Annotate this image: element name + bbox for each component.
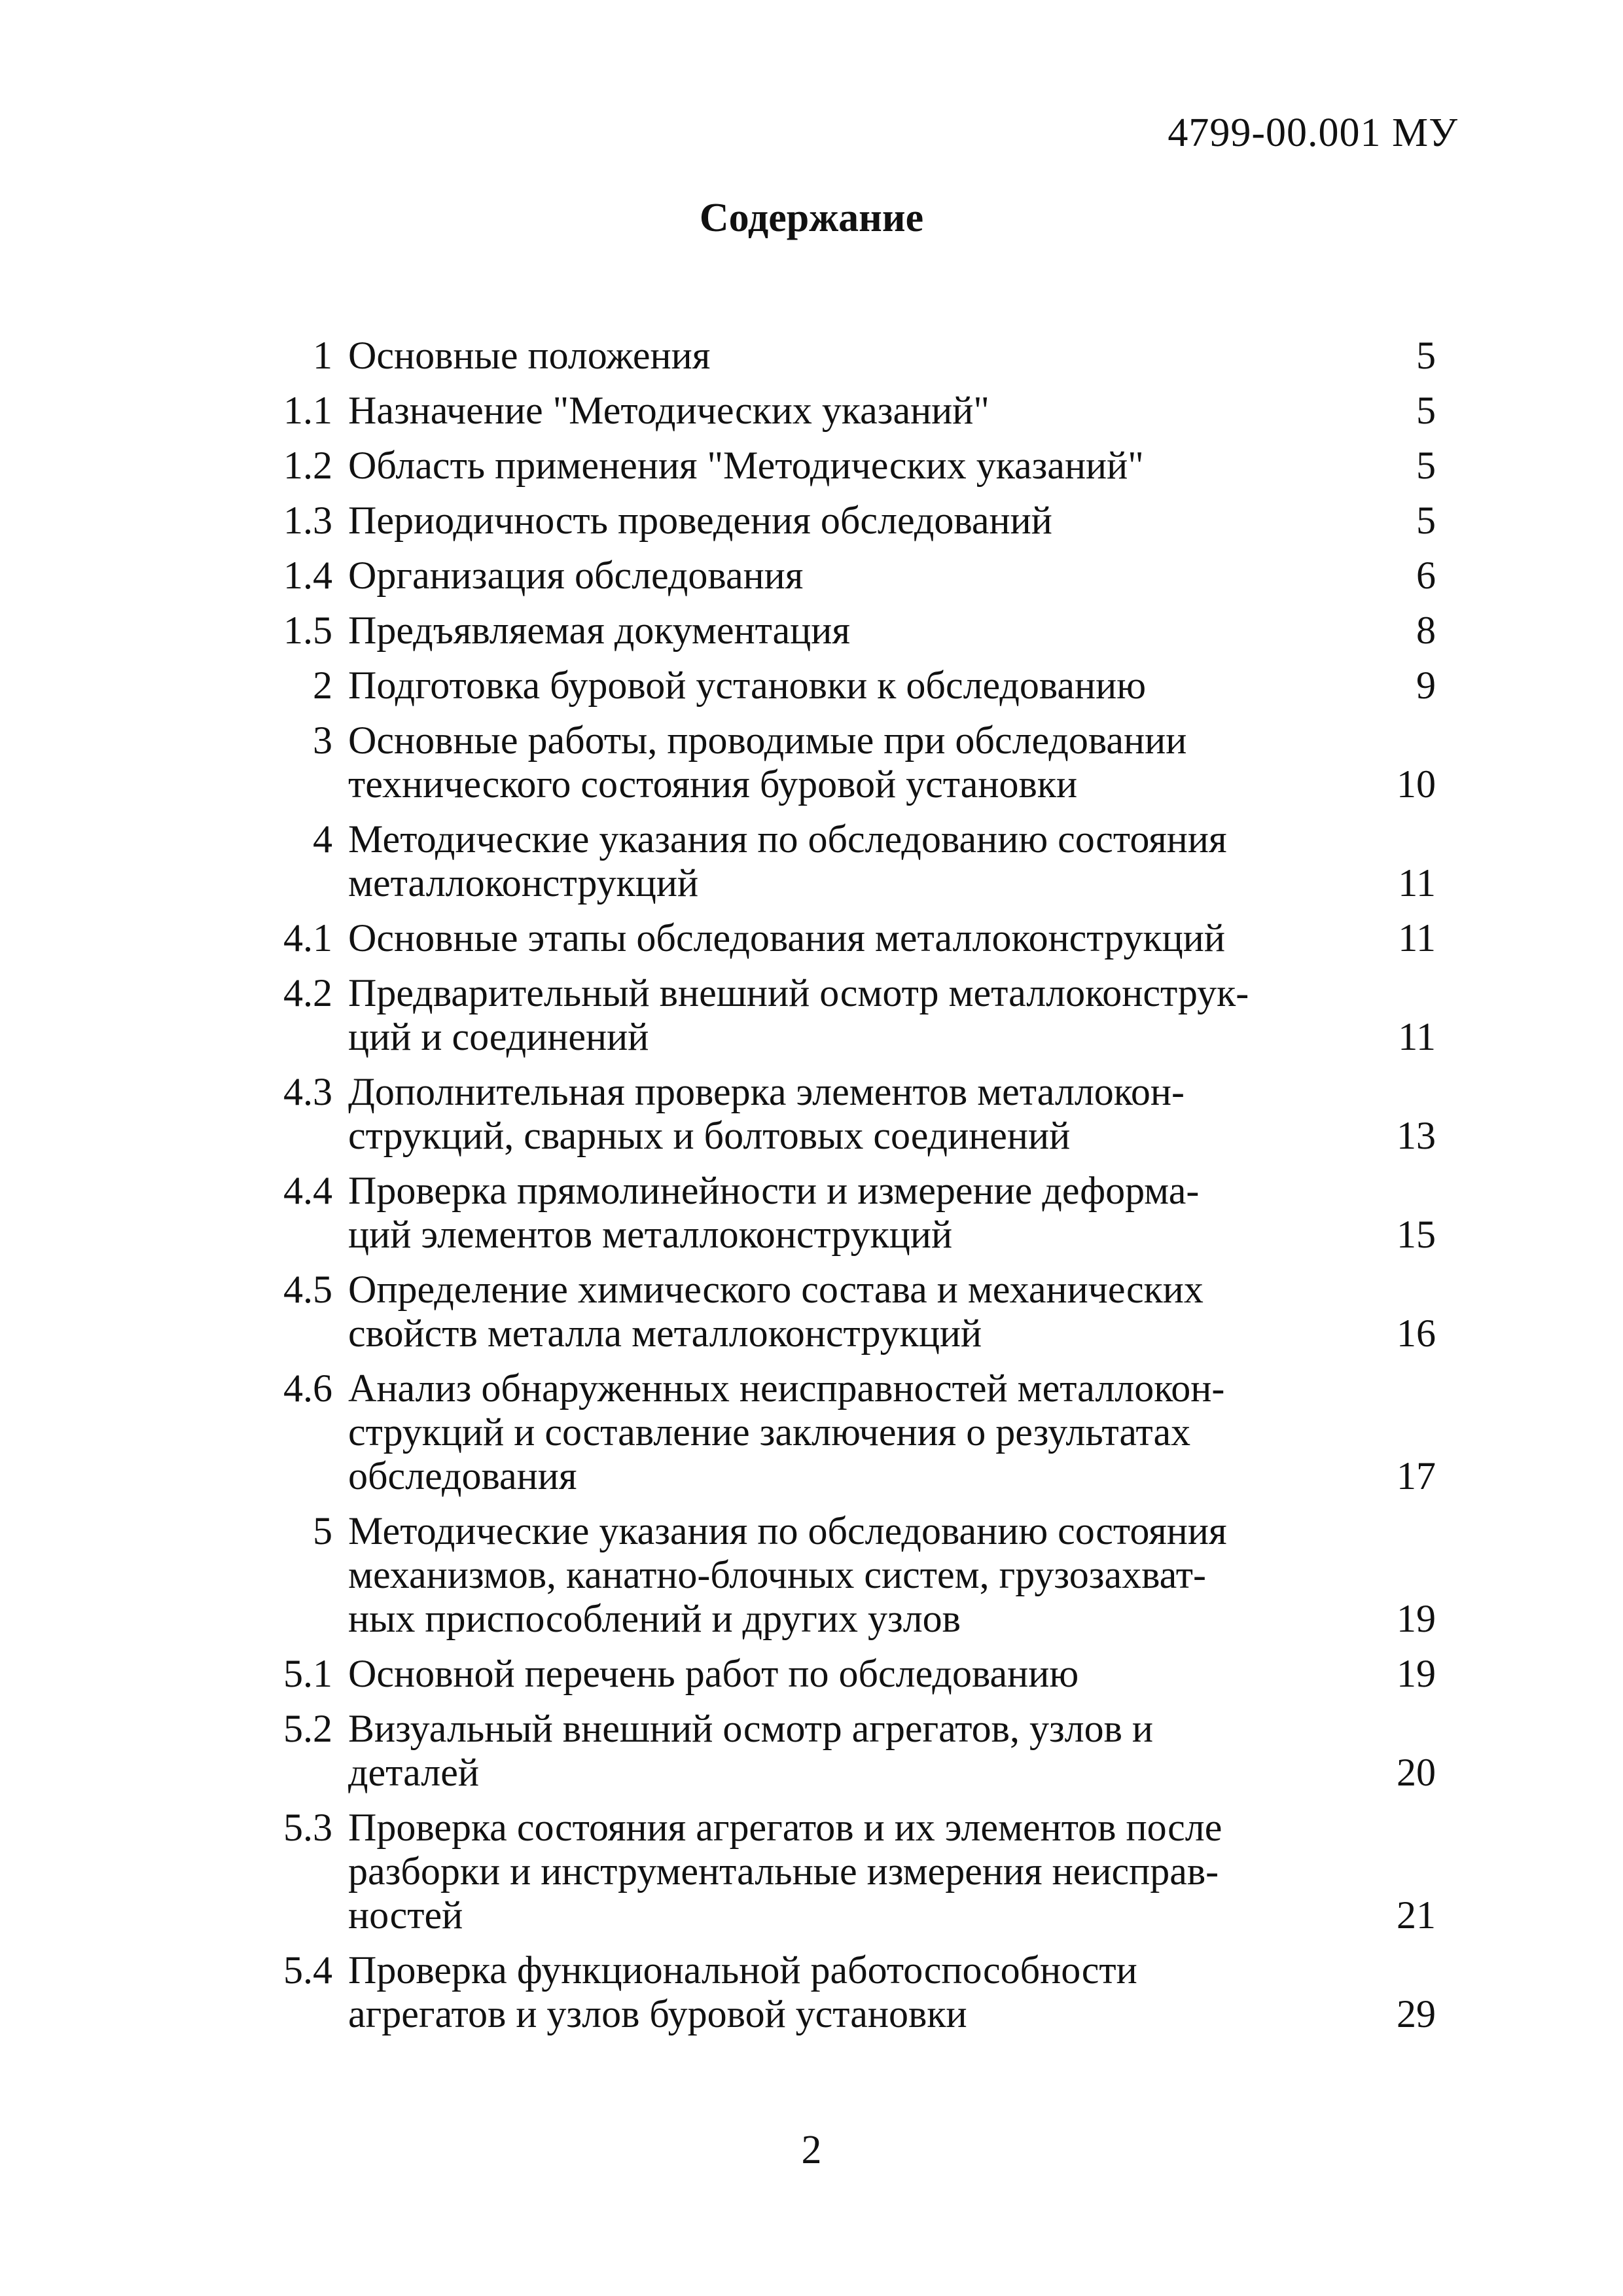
toc-entry-number: 1.3 — [283, 499, 332, 542]
toc-entry-title — [348, 554, 1338, 598]
toc-entry-title — [348, 1367, 1338, 1498]
toc-entry — [255, 1070, 1486, 1158]
toc-entry-number: 1.2 — [283, 444, 332, 487]
toc-entry-title-line: разборки и инструментальные измерения неисправ- — [348, 1850, 1219, 1893]
toc-entry-number: 5 — [313, 1509, 332, 1552]
toc-entry-title-line: ций элементов металлоконструкций — [348, 1213, 953, 1256]
toc-entry — [255, 389, 1486, 433]
document-code: 4799-00.001 МУ — [1168, 111, 1458, 155]
toc-entry — [255, 1509, 1486, 1641]
toc-entry — [255, 817, 1486, 905]
toc-entry — [255, 444, 1486, 488]
toc-entry-number: 4.5 — [283, 1268, 332, 1311]
toc-entry-page: 11 — [1398, 861, 1436, 905]
toc-entry-number: 4.4 — [283, 1169, 332, 1212]
toc-entry-number: 3 — [313, 719, 332, 762]
toc-entry-title-line: Организация обследования — [348, 554, 804, 597]
toc-entry-title — [348, 971, 1338, 1059]
toc-entry-number: 1.5 — [283, 609, 332, 652]
toc-entry-title-line: технического состояния буровой установки — [348, 762, 1078, 806]
toc-entry-title-line: струкций и составление заключения о результатах — [348, 1410, 1191, 1454]
toc-entry-number: 5.3 — [283, 1806, 332, 1849]
toc-entry-title — [348, 1948, 1338, 2036]
toc-entry-title — [348, 389, 1338, 433]
toc-entry-page: 10 — [1397, 762, 1436, 806]
toc-entry-title-line: Назначение "Методических указаний" — [348, 389, 990, 432]
toc-entry-title-line: агрегатов и узлов буровой установки — [348, 1992, 967, 2036]
toc-entry-number: 4.6 — [283, 1367, 332, 1410]
toc-entry-title — [348, 817, 1338, 905]
toc-entry-title-line: Методические указания по обследованию состояния — [348, 1509, 1227, 1552]
toc-entry — [255, 554, 1486, 598]
toc-entry-number: 4.2 — [283, 971, 332, 1014]
toc-entry-title — [348, 1268, 1338, 1355]
toc-entry-page: 19 — [1397, 1652, 1436, 1695]
toc-entry — [255, 1367, 1486, 1498]
toc-entry-number: 1.4 — [283, 554, 332, 597]
toc-entry-title-line: Проверка прямолинейности и измерение деформа- — [348, 1169, 1200, 1212]
toc-entry — [255, 1707, 1486, 1795]
toc-entry-page: 5 — [1416, 334, 1436, 377]
toc-entry — [255, 1169, 1486, 1257]
toc-entry-page: 19 — [1397, 1597, 1436, 1640]
toc-entry-title-line: Визуальный внешний осмотр агрегатов, узлов и — [348, 1707, 1154, 1750]
toc-entry-title — [348, 1707, 1338, 1795]
toc-entry-title-line: механизмов, канатно-блочных систем, грузозахват- — [348, 1553, 1206, 1596]
toc-entry-title-line: струкций, сварных и болтовых соединений — [348, 1114, 1071, 1157]
toc-entry-number: 4 — [313, 817, 332, 861]
toc-entry-title-line: Основные положения — [348, 334, 711, 377]
toc-entry-page: 21 — [1397, 1893, 1436, 1937]
toc-entry — [255, 916, 1486, 960]
toc-entry-title — [348, 1806, 1338, 1937]
toc-entry-title-line: металлоконструкций — [348, 861, 699, 905]
toc-entry-page: 29 — [1397, 1992, 1436, 2036]
toc-entry-title-line: Анализ обнаруженных неисправностей металлокон- — [348, 1367, 1225, 1410]
toc-entry-title — [348, 444, 1338, 488]
toc-entry-page: 16 — [1397, 1312, 1436, 1355]
toc-entry-title-line: свойств металла металлоконструкций — [348, 1312, 982, 1355]
toc-entry — [255, 1268, 1486, 1355]
toc-entry-title-line: Основные работы, проводимые при обследовании — [348, 719, 1187, 762]
toc-entry-title-line: Основной перечень работ по обследованию — [348, 1652, 1079, 1695]
toc-entry-page: 13 — [1397, 1114, 1436, 1157]
toc-entry-title-line: Подготовка буровой установки к обследованию — [348, 664, 1147, 707]
toc-entry-title — [348, 609, 1338, 653]
toc-entry-number: 5.4 — [283, 1948, 332, 1992]
toc-entry-title — [348, 499, 1338, 543]
toc-entry — [255, 719, 1486, 806]
toc-entry-title — [348, 664, 1338, 708]
toc-entry-page: 9 — [1416, 664, 1436, 707]
toc-entry-title-line: ций и соединений — [348, 1015, 649, 1058]
toc-entry — [255, 334, 1486, 378]
toc-entry-title-line: ных приспособлений и других узлов — [348, 1597, 961, 1640]
toc-entry-title-line: обследования — [348, 1454, 577, 1498]
toc-entry-title-line: Определение химического состава и механических — [348, 1268, 1204, 1311]
toc-entry-page: 11 — [1398, 916, 1436, 960]
toc-entry-number: 5.2 — [283, 1707, 332, 1750]
toc-entry-title — [348, 1652, 1338, 1696]
toc-entry — [255, 1806, 1486, 1937]
toc-entry-title — [348, 1070, 1338, 1158]
toc-entry-title-line: Проверка состояния агрегатов и их элементов после — [348, 1806, 1222, 1849]
toc-entry — [255, 664, 1486, 708]
toc-entry-number: 4.1 — [283, 916, 332, 960]
toc-entry — [255, 971, 1486, 1059]
page-number: 2 — [801, 2128, 822, 2172]
toc-entry-page: 5 — [1416, 389, 1436, 432]
toc-entry-title-line: Методические указания по обследованию состояния — [348, 817, 1227, 861]
toc-entry-title-line: Проверка функциональной работоспособности — [348, 1948, 1137, 1992]
toc-entry-title-line: Область применения "Методических указаний" — [348, 444, 1144, 487]
toc-entry-page: 5 — [1416, 499, 1436, 542]
toc-entry-title — [348, 719, 1338, 806]
toc-entry-title — [348, 1509, 1338, 1641]
toc-entry-page: 8 — [1416, 609, 1436, 652]
toc-entry-title-line: Периодичность проведения обследований — [348, 499, 1052, 542]
toc-entry-page: 20 — [1397, 1751, 1436, 1794]
toc-entry-title-line: деталей — [348, 1751, 479, 1794]
toc-entry-title-line: Предъявляемая документация — [348, 609, 850, 652]
toc-entry-number: 5.1 — [283, 1652, 332, 1695]
toc-entry — [255, 609, 1486, 653]
toc-entry-title-line: Дополнительная проверка элементов металлокон- — [348, 1070, 1185, 1113]
toc-entry-number: 2 — [313, 664, 332, 707]
toc-entry-number: 1 — [313, 334, 332, 377]
table-of-contents — [255, 334, 1486, 2047]
toc-entry-page: 6 — [1416, 554, 1436, 597]
toc-entry-title-line: Предварительный внешний осмотр металлоконструк- — [348, 971, 1249, 1014]
toc-entry-title-line: ностей — [348, 1893, 463, 1937]
toc-entry-title — [348, 1169, 1338, 1257]
toc-entry-title — [348, 916, 1338, 960]
toc-entry-page: 11 — [1398, 1015, 1436, 1058]
toc-entry-page: 15 — [1397, 1213, 1436, 1256]
toc-entry-number: 4.3 — [283, 1070, 332, 1113]
toc-entry-title-line: Основные этапы обследования металлоконструкций — [348, 916, 1225, 960]
page-title: Содержание — [699, 196, 924, 240]
toc-entry-number: 1.1 — [283, 389, 332, 432]
toc-entry — [255, 1948, 1486, 2036]
toc-entry — [255, 499, 1486, 543]
toc-entry-page: 17 — [1397, 1454, 1436, 1498]
toc-entry — [255, 1652, 1486, 1696]
toc-entry-title — [348, 334, 1338, 378]
toc-entry-page: 5 — [1416, 444, 1436, 487]
